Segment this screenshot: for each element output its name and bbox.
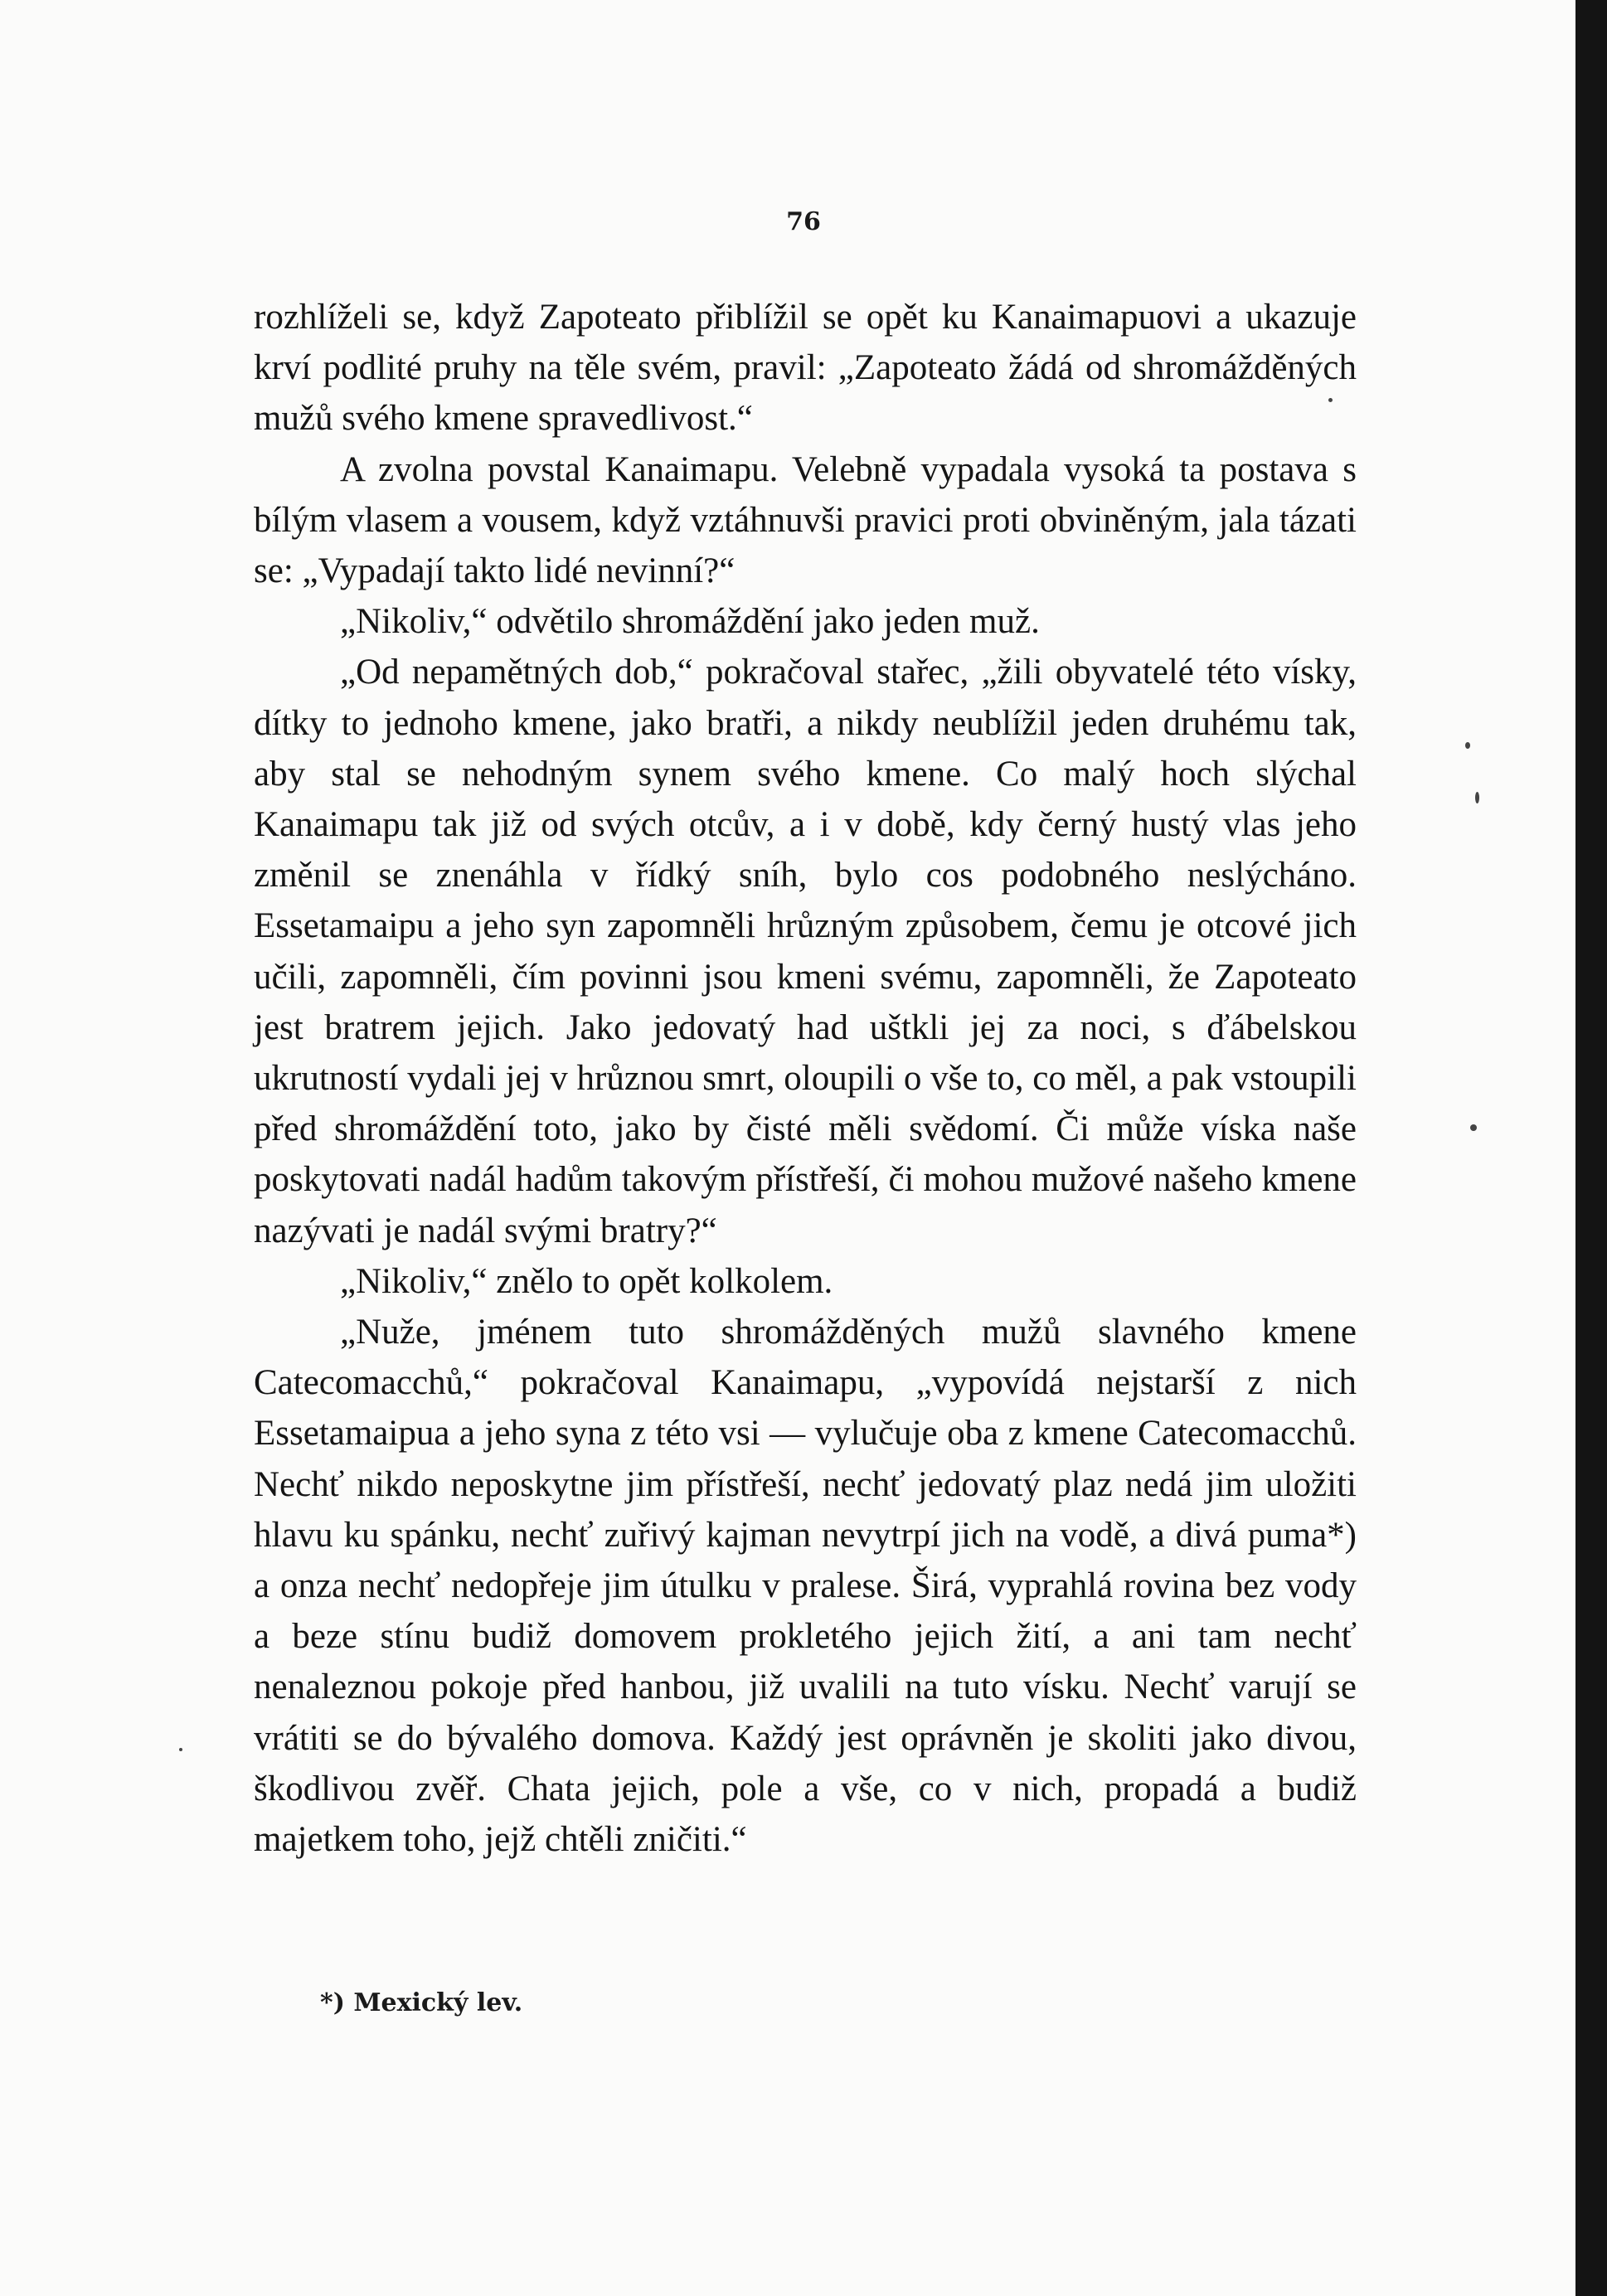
scan-border: [1575, 0, 1607, 2296]
paragraph: „Nikoliv,“ odvětilo shromáždění jako jeden muž.: [340, 602, 1040, 642]
paragraph: A zvolna povstal Kanaimapu. Velebně vypadala vysoká ta postava s bílým vlasem a vousem, když vztáhnuvši pravici proti obviněným, jala tázati se: „Vypadají takto lidé nevinní?“: [254, 449, 1357, 591]
paragraph: „Od nepamětných dob,“ pokračoval stařec, „žili obyvatelé této vísky, dítky to jednoho kmene, jako bratři, a nikdy neublížil jeden druhému tak, aby stal se nehodným synem svého kmene. Co malý hoch slýchal Kanaimapu tak již od svých otcův, a i v době, kdy černý hustý vlas jeho změnil se znenáhla v řídký sníh, bylo cos podobného neslýcháno. Essetamaipu a jeho syn zapomněli hrůzným způsobem, čemu je otcové jich učili, zapomněli, čím povinni jsou kmeni svému, zapomněli, že Zapoteato jest bratrem jejich. Jako jedovatý had uštkli jej za noci, s ďábelskou ukrutností vydali jej v hrůznou smrt, oloupili o vše to, co měl, a pak vstoupili před shromáždění toto, jako by čisté měli svědomí. Či může víska naše poskytovati nadál hadům takovým přístřeší, či mohou mužové našeho kmene nazývati je nadál svými bratry?“: [254, 653, 1357, 1250]
scan-speck: [1470, 1124, 1477, 1131]
scan-speck: [1328, 398, 1333, 402]
paragraph: „Nikoliv,“ znělo to opět kolkolem.: [340, 1261, 833, 1301]
paragraph: „Nuže, jménem tuto shromážděných mužů slavného kmene Catecomacchů,“ pokračoval Kanaimapu, „vypovídá nejstarší z nich Essetamaipua a jeho syna z této vsi — vylučuje oba z kmene Catecomacchů. Nechť nikdo neposkytne jim přístřeší, nechť jedovatý plaz nedá jim uložiti hlavu ku spánku, nechť zuřivý kajman nevytrpí jich na vodě, a divá puma*) a onza nechť nedopřeje jim útulku v pralese. Širá, vyprahlá rovina bez vody a beze stínu budiž domovem prokletého jejich žití, a ani tam nechť nenaleznou pokoje před hanbou, již uvalili na tuto vísku. Nechť varují se vrátiti se do bývalého domova. Každý jest oprávněn je skoliti jako divou, škodlivou zvěř. Chata jejich, pole a vše, co v nich, propadá a budiž majetkem toho, jejž chtěli zničiti.“: [254, 1313, 1357, 1860]
scan-speck: [1465, 742, 1470, 749]
page-number: 76: [786, 207, 821, 236]
scan-speck: [179, 1748, 182, 1751]
body-text: [254, 292, 1357, 1865]
footnote: *) Mexický lev.: [320, 1988, 523, 2017]
scan-speck: [1475, 792, 1479, 803]
paragraph: rozhlíželi se, když Zapoteato přiblížil se opět ku Kanaimapuovi a ukazuje krví podlité pruhy na těle svém, pravil: „Zapoteato žádá od shromážděných mužů svého kmene spravedlivost.“: [254, 298, 1357, 439]
